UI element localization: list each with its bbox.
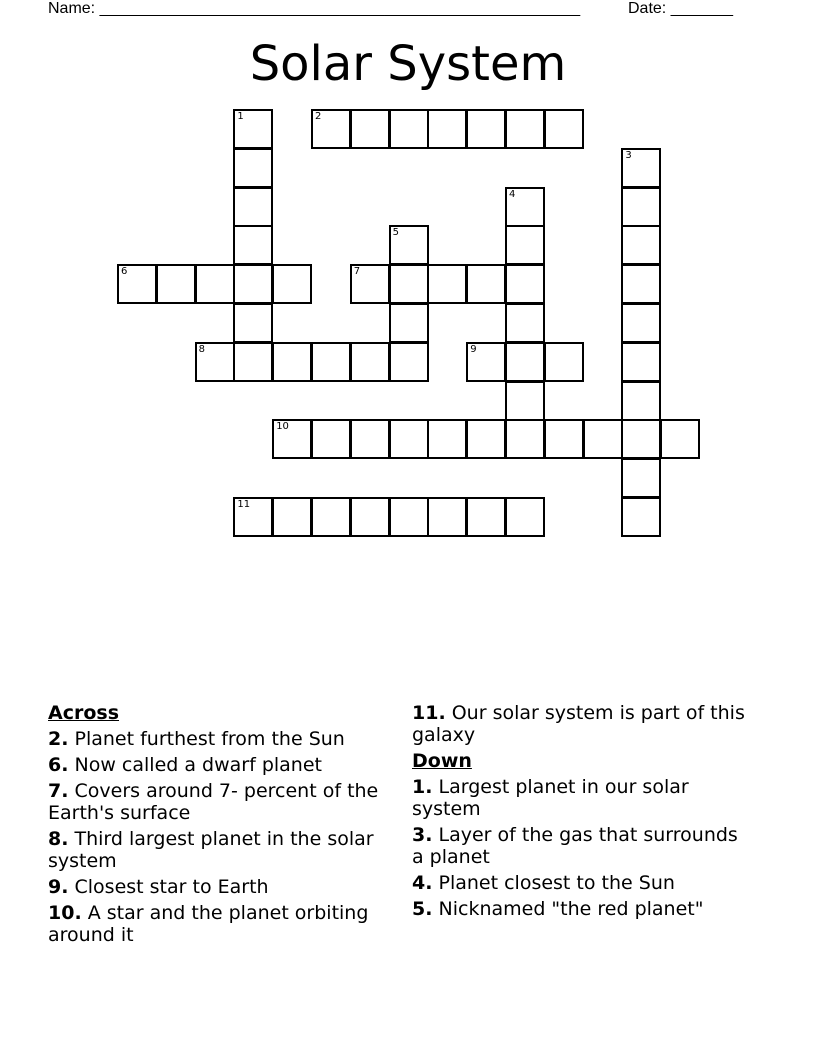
grid-cell[interactable] <box>505 497 545 537</box>
clue-number-label: 2 <box>315 111 322 122</box>
grid-cell[interactable] <box>621 225 661 265</box>
grid-cell[interactable] <box>427 497 467 537</box>
grid-cell[interactable] <box>195 264 235 304</box>
clue-across-10 <box>48 902 388 946</box>
grid-cell[interactable] <box>466 342 506 382</box>
grid-cell[interactable] <box>389 419 429 459</box>
clue-across-7 <box>48 780 388 824</box>
grid-cell[interactable] <box>272 419 312 459</box>
across-heading: Across <box>48 702 120 724</box>
grid-cell[interactable] <box>311 497 351 537</box>
clue-number: 3. <box>412 824 433 846</box>
grid-cell[interactable] <box>660 419 700 459</box>
grid-cell[interactable] <box>389 342 429 382</box>
grid-cell[interactable] <box>389 109 429 149</box>
grid-cell[interactable] <box>466 264 506 304</box>
grid-cell[interactable] <box>233 342 273 382</box>
clue-number: 7. <box>48 780 69 802</box>
clue-down-3 <box>412 824 752 868</box>
grid-cell[interactable] <box>505 303 545 343</box>
grid-cell[interactable] <box>350 264 390 304</box>
clues-right-column <box>412 702 752 924</box>
grid-cell[interactable] <box>311 109 351 149</box>
grid-cell[interactable] <box>156 264 196 304</box>
clue-number-label: 9 <box>470 343 477 355</box>
grid-cell[interactable] <box>427 264 467 304</box>
clue-across-6 <box>48 754 388 776</box>
clue-text: Our solar system is part of this galaxy <box>412 702 745 746</box>
clue-text: Third largest planet in the solar system <box>48 828 374 872</box>
clue-text: Planet furthest from the Sun <box>74 728 345 750</box>
grid-cell[interactable] <box>427 419 467 459</box>
clue-across-2 <box>48 728 388 750</box>
clue-number-label: 10 <box>276 421 289 433</box>
clue-number: 11. <box>412 702 446 724</box>
grid-cell[interactable] <box>505 109 545 149</box>
clue-number-label: 8 <box>198 343 205 355</box>
grid-cell[interactable] <box>505 342 545 382</box>
clue-across-11 <box>412 702 752 746</box>
grid-cell[interactable] <box>466 109 506 149</box>
clue-number: 2. <box>48 728 69 750</box>
clue-number: 10. <box>48 902 82 924</box>
grid-cell[interactable] <box>233 497 273 537</box>
clue-number: 4. <box>412 872 433 894</box>
grid-cell[interactable] <box>505 264 545 304</box>
clues-left-column <box>48 702 388 950</box>
grid-cell[interactable] <box>389 264 429 304</box>
grid-cell[interactable] <box>350 497 390 537</box>
grid-cell[interactable] <box>389 497 429 537</box>
down-heading: Down <box>412 750 472 772</box>
grid-cell[interactable] <box>621 264 661 304</box>
grid-cell[interactable] <box>389 225 429 265</box>
clue-number: 8. <box>48 828 69 850</box>
grid-cell[interactable] <box>621 419 661 459</box>
grid-cell[interactable] <box>621 458 661 498</box>
grid-cell[interactable] <box>621 303 661 343</box>
grid-cell[interactable] <box>505 381 545 421</box>
grid-cell[interactable] <box>233 109 273 149</box>
grid-cell[interactable] <box>505 187 545 227</box>
grid-cell[interactable] <box>621 187 661 227</box>
clue-number-label: 6 <box>121 266 128 278</box>
grid-cell[interactable] <box>350 419 390 459</box>
clue-text: Covers around 7- percent of the Earth's surface <box>48 780 379 824</box>
grid-cell[interactable] <box>544 109 584 149</box>
grid-cell[interactable] <box>233 264 273 304</box>
grid-cell[interactable] <box>350 342 390 382</box>
clue-text: Nicknamed "the red planet" <box>438 898 704 920</box>
clue-number-label: 4 <box>509 188 516 200</box>
grid-cell[interactable] <box>466 419 506 459</box>
grid-cell[interactable] <box>233 187 273 227</box>
grid-cell[interactable] <box>544 342 584 382</box>
clue-text: Planet closest to the Sun <box>438 872 675 894</box>
grid-cell[interactable] <box>427 109 467 149</box>
grid-cell[interactable] <box>233 303 273 343</box>
grid-cell[interactable] <box>233 225 273 265</box>
clue-number-label: 5 <box>392 227 399 239</box>
clue-text: Closest star to Earth <box>74 876 269 898</box>
grid-cell[interactable] <box>272 342 312 382</box>
grid-cell[interactable] <box>272 264 312 304</box>
grid-cell[interactable] <box>311 419 351 459</box>
grid-cell[interactable] <box>350 109 390 149</box>
clue-down-5 <box>412 898 752 920</box>
date-field-label[interactable]: Date: _______ <box>628 0 733 17</box>
clue-across-9 <box>48 876 388 898</box>
clue-number: 6. <box>48 754 69 776</box>
grid-cell[interactable] <box>117 264 157 304</box>
name-field-label[interactable]: Name: ______________________________________________________ <box>48 0 581 17</box>
page-title: Solar System <box>249 36 567 92</box>
grid-cell[interactable] <box>621 342 661 382</box>
grid-cell[interactable] <box>505 419 545 459</box>
clue-text: Now called a dwarf planet <box>74 754 322 776</box>
grid-cell[interactable] <box>233 148 273 188</box>
clue-number-label: 1 <box>237 111 244 122</box>
clue-down-4 <box>412 872 752 894</box>
grid-cell[interactable] <box>621 148 661 188</box>
clue-number: 5. <box>412 898 433 920</box>
clue-number: 1. <box>412 776 433 798</box>
grid-cell[interactable] <box>466 497 506 537</box>
clue-number-label: 11 <box>237 499 251 510</box>
clue-text: Layer of the gas that surrounds a planet <box>412 824 738 868</box>
grid-cell[interactable] <box>621 381 661 421</box>
grid-cell[interactable] <box>272 497 312 537</box>
grid-cell[interactable] <box>544 419 584 459</box>
grid-cell[interactable] <box>389 303 429 343</box>
grid-cell[interactable] <box>505 225 545 265</box>
clue-across-8 <box>48 828 388 872</box>
grid-cell[interactable] <box>583 419 623 459</box>
clue-text: A star and the planet orbiting around it <box>48 902 369 946</box>
clue-text: Largest planet in our solar system <box>412 776 689 820</box>
clue-number-label: 3 <box>625 149 632 161</box>
clue-number: 9. <box>48 876 69 898</box>
grid-cell[interactable] <box>195 342 235 382</box>
clue-number-label: 7 <box>353 266 361 278</box>
grid-cell[interactable] <box>621 497 661 537</box>
clue-down-1 <box>412 776 752 820</box>
grid-cell[interactable] <box>311 342 351 382</box>
